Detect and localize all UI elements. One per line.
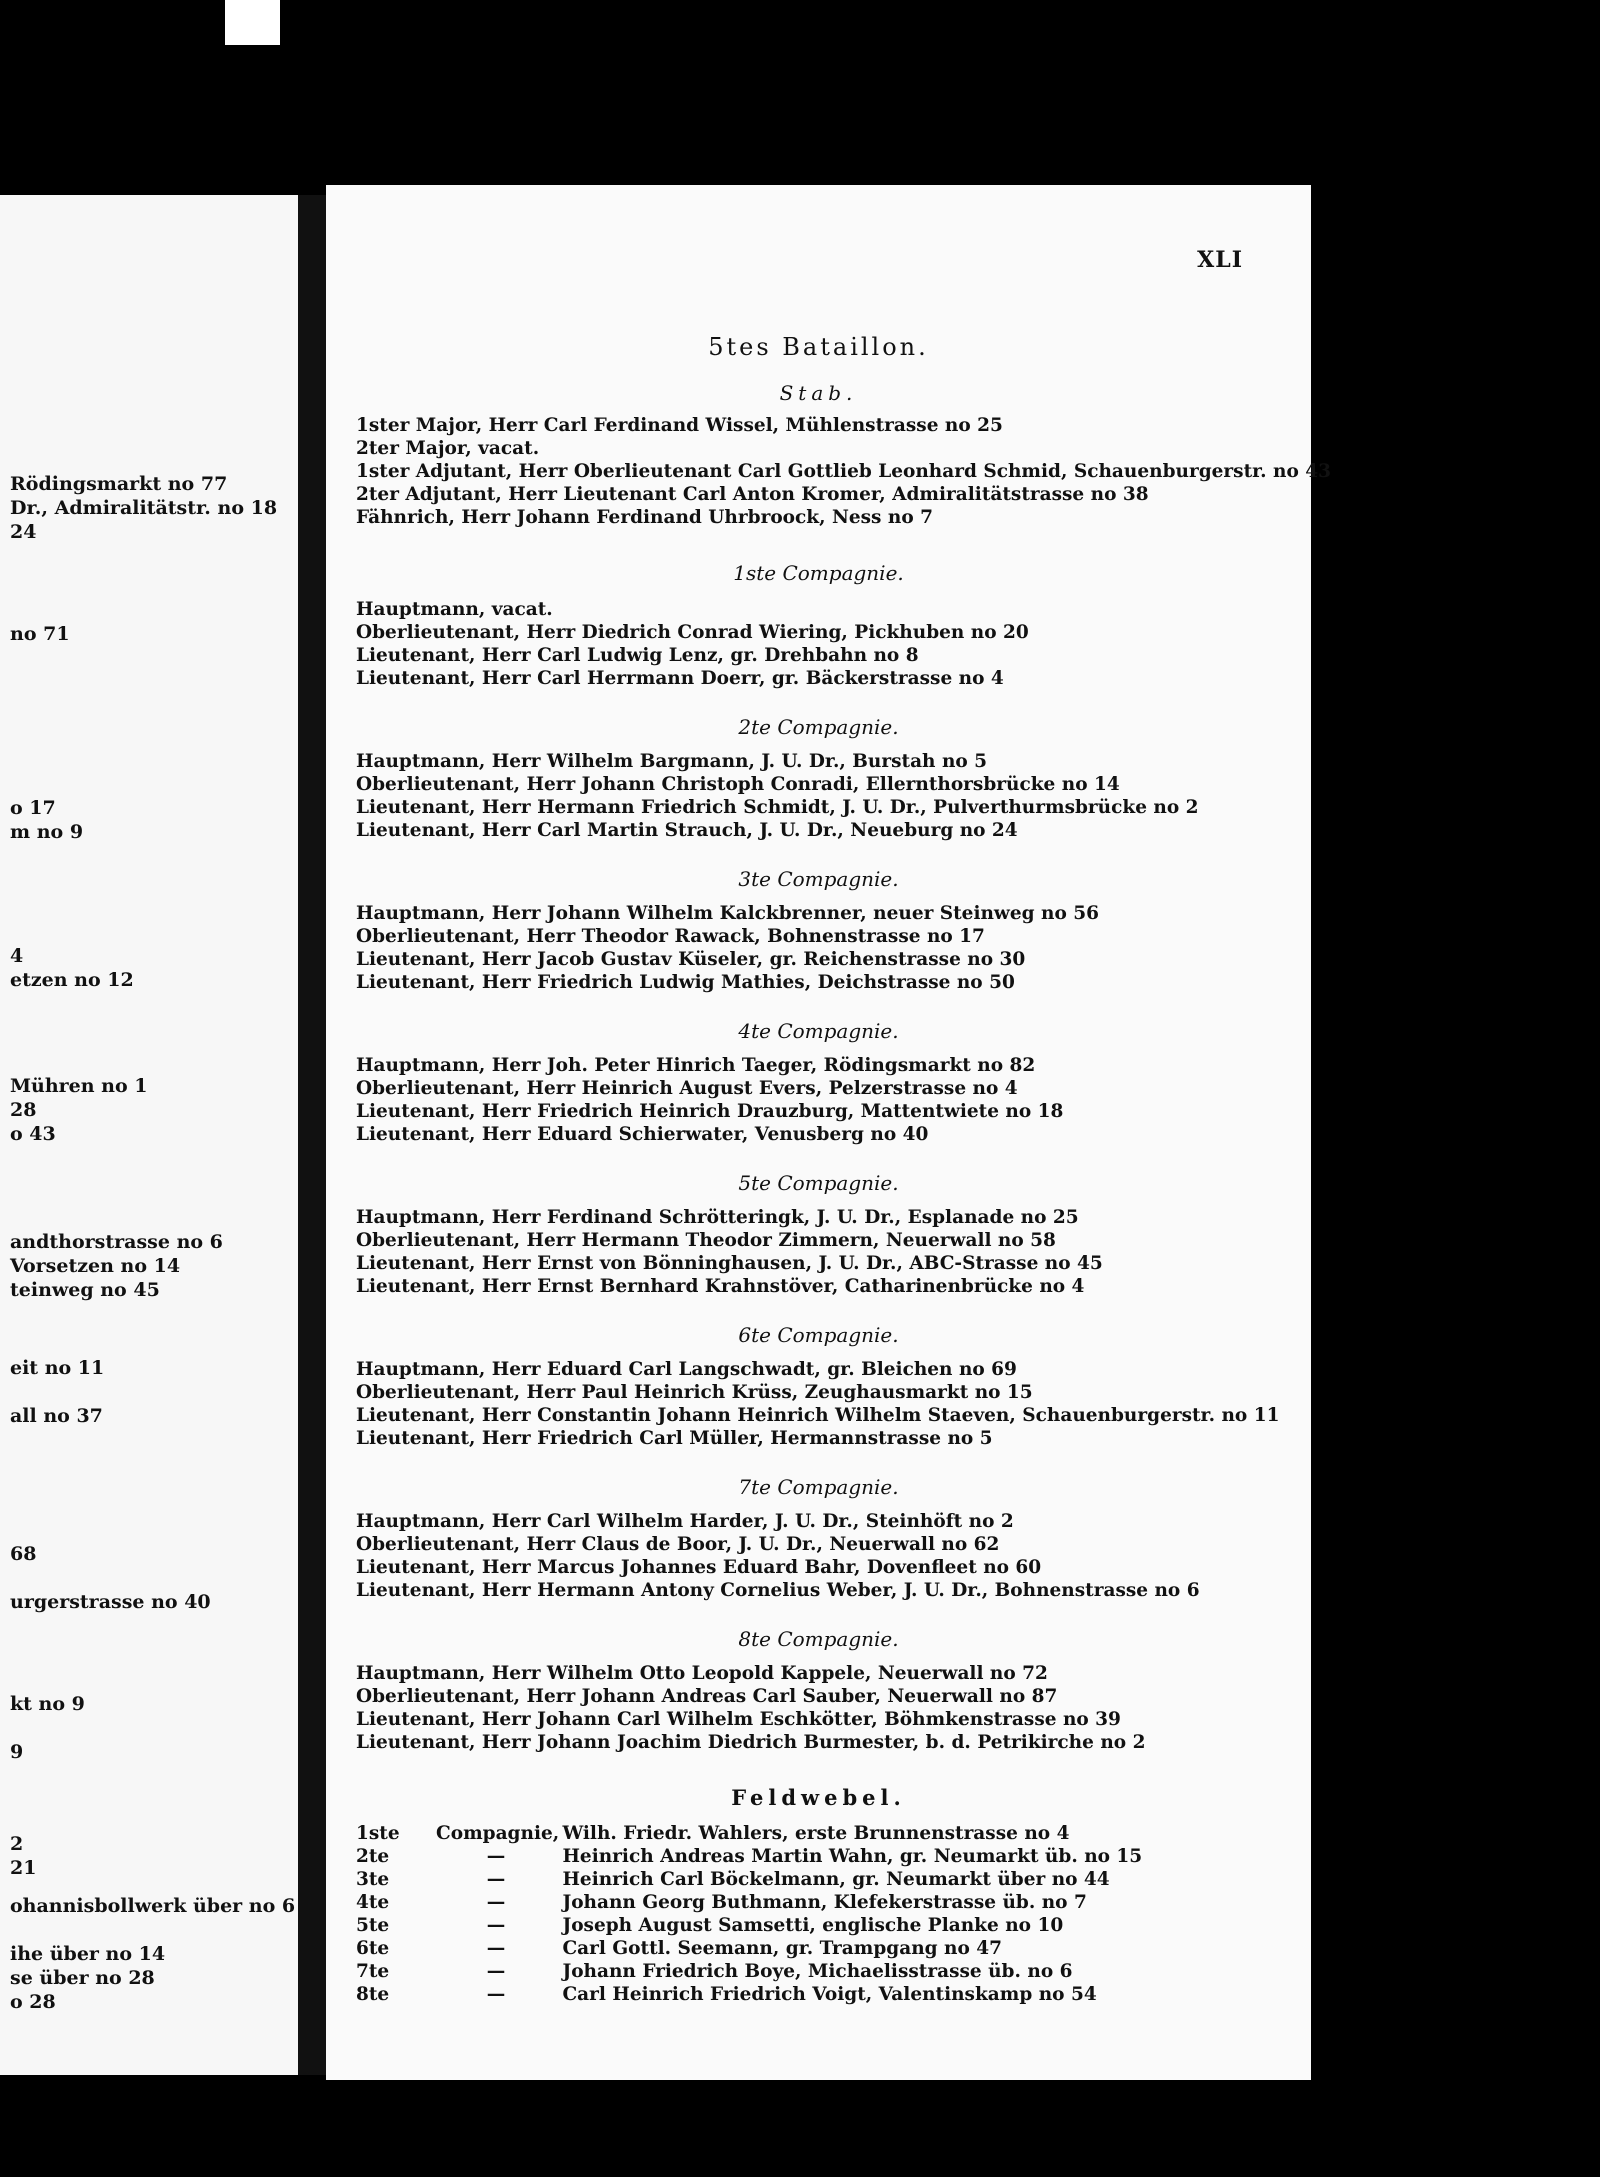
left-fragment: 4 (10, 945, 24, 967)
company-label: — (486, 1869, 506, 1890)
entry-line: Lieutenant, Herr Constantin Johann Heinrich Wilhelm Staeven, Schauenburgerstr. no 11 (356, 1405, 1280, 1426)
entry-line: Hauptmann, Herr Wilhelm Bargmann, J. U. Dr., Burstah no 5 (356, 751, 988, 772)
entry-line: Lieutenant, Herr Hermann Friedrich Schmidt, J. U. Dr., Pulverthurmsbrücke no 2 (356, 797, 1199, 818)
left-fragment: 24 (10, 521, 37, 543)
entry-line: Lieutenant, Herr Ernst von Bönninghausen, J. U. Dr., ABC-Strasse no 45 (356, 1253, 1103, 1274)
entry-line: Hauptmann, Herr Wilhelm Otto Leopold Kappele, Neuerwall no 72 (356, 1663, 1048, 1684)
left-page (0, 195, 298, 2075)
section-heading-company-6: 6te Compagnie. (738, 1323, 899, 1347)
entry-line: Hauptmann, Herr Johann Wilhelm Kalckbrenner, neuer Steinweg no 56 (356, 903, 1099, 924)
entry-line: Hauptmann, Herr Joh. Peter Hinrich Taeger, Rödingsmarkt no 82 (356, 1055, 1036, 1076)
feldwebel-row (356, 1984, 1097, 2005)
section-heading-company-7: 7te Compagnie. (738, 1475, 899, 1499)
entry-line: Lieutenant, Herr Carl Ludwig Lenz, gr. Drehbahn no 8 (356, 645, 919, 666)
company-number: 8te (356, 1984, 390, 2005)
left-fragment: 9 (10, 1741, 24, 1763)
book-gutter (298, 195, 326, 2075)
left-fragment: no 71 (10, 623, 70, 645)
entry-line: 2ter Adjutant, Herr Lieutenant Carl Anton Kromer, Admiralitätstrasse no 38 (356, 484, 1149, 505)
entry-line: Lieutenant, Herr Hermann Antony Cornelius Weber, J. U. Dr., Bohnenstrasse no 6 (356, 1580, 1200, 1601)
left-fragment: andthorstrasse no 6 (10, 1231, 223, 1253)
feldwebel-entry: Heinrich Andreas Martin Wahn, gr. Neumarkt üb. no 15 (562, 1846, 1143, 1867)
feldwebel-row (356, 1846, 1142, 1867)
company-number: 7te (356, 1961, 390, 1982)
entry-line: Hauptmann, Herr Eduard Carl Langschwadt, gr. Bleichen no 69 (356, 1359, 1017, 1380)
entry-line: Oberlieutenant, Herr Johann Andreas Carl Sauber, Neuerwall no 87 (356, 1686, 1058, 1707)
left-fragment: 2 (10, 1833, 24, 1855)
left-fragment: all no 37 (10, 1405, 103, 1427)
binding-highlight (225, 0, 280, 45)
entry-line: Lieutenant, Herr Jacob Gustav Küseler, gr. Reichenstrasse no 30 (356, 949, 1026, 970)
entry-line: Oberlieutenant, Herr Paul Heinrich Krüss, Zeughausmarkt no 15 (356, 1382, 1033, 1403)
section-heading-company-2: 2te Compagnie. (738, 715, 899, 739)
section-heading-company-8: 8te Compagnie. (738, 1627, 899, 1651)
left-fragment: kt no 9 (10, 1693, 85, 1715)
feldwebel-entry: Joseph August Samsetti, englische Planke no 10 (562, 1915, 1064, 1936)
entry-line: Oberlieutenant, Herr Claus de Boor, J. U. Dr., Neuerwall no 62 (356, 1534, 1000, 1555)
company-label: — (486, 1915, 506, 1936)
company-number: 3te (356, 1869, 390, 1890)
entry-line: Oberlieutenant, Herr Heinrich August Evers, Pelzerstrasse no 4 (356, 1078, 1018, 1099)
company-number: 5te (356, 1915, 390, 1936)
left-fragment: o 43 (10, 1123, 56, 1145)
feldwebel-entry: Carl Gottl. Seemann, gr. Trampgang no 47 (562, 1938, 1003, 1959)
section-heading-company-5: 5te Compagnie. (738, 1171, 899, 1195)
company-number: 1ste (356, 1823, 400, 1844)
left-fragment: eit no 11 (10, 1357, 105, 1379)
left-fragment: teinweg no 45 (10, 1279, 160, 1301)
left-fragment: 21 (10, 1857, 37, 1879)
entry-line: Lieutenant, Herr Eduard Schierwater, Venusberg no 40 (356, 1124, 929, 1145)
entry-line: Lieutenant, Herr Johann Carl Wilhelm Eschkötter, Böhmkenstrasse no 39 (356, 1709, 1121, 1730)
entry-line: Lieutenant, Herr Carl Martin Strauch, J. U. Dr., Neueburg no 24 (356, 820, 1018, 841)
left-fragment: o 28 (10, 1991, 56, 2013)
feldwebel-entry: Johann Friedrich Boye, Michaelisstrasse üb. no 6 (562, 1961, 1073, 1982)
entry-line: Oberlieutenant, Herr Diedrich Conrad Wiering, Pickhuben no 20 (356, 622, 1029, 643)
section-heading-company-1: 1ste Compagnie. (733, 561, 904, 585)
feldwebel-entry: Carl Heinrich Friedrich Voigt, Valentinskamp no 54 (562, 1984, 1097, 2005)
company-label: — (486, 1984, 506, 2005)
feldwebel-row (356, 1961, 1072, 1982)
entry-line: Lieutenant, Herr Friedrich Heinrich Drauzburg, Mattentwiete no 18 (356, 1101, 1064, 1122)
company-label: Compagnie, (436, 1823, 560, 1844)
section-heading-stab: Stab. (779, 381, 858, 405)
left-fragment: Mühren no 1 (10, 1075, 148, 1097)
feldwebel-row (356, 1938, 1002, 1959)
entry-line: Hauptmann, Herr Carl Wilhelm Harder, J. U. Dr., Steinhöft no 2 (356, 1511, 1014, 1532)
company-number: 2te (356, 1846, 390, 1867)
left-fragment: 28 (10, 1099, 37, 1121)
left-fragment: Dr., Admiralitätstr. no 18 (10, 497, 278, 519)
feldwebel-row (356, 1869, 1110, 1890)
left-fragment: Rödingsmarkt no 77 (10, 473, 228, 495)
section-heading-feldwebel: Feldwebel. (731, 1785, 906, 1810)
feldwebel-row (356, 1823, 1069, 1844)
entry-line: Fähnrich, Herr Johann Ferdinand Uhrbroock, Ness no 7 (356, 507, 934, 528)
feldwebel-entry: Wilh. Friedr. Wahlers, erste Brunnenstrasse no 4 (562, 1823, 1070, 1844)
entry-line: 1ster Adjutant, Herr Oberlieutenant Carl Gottlieb Leonhard Schmid, Schauenburgerstr. no 43 (356, 461, 1332, 482)
entry-line: Oberlieutenant, Herr Hermann Theodor Zimmern, Neuerwall no 58 (356, 1230, 1056, 1251)
company-label: — (486, 1961, 506, 1982)
company-number: 6te (356, 1938, 390, 1959)
company-number: 4te (356, 1892, 390, 1913)
feldwebel-row (356, 1915, 1063, 1936)
left-fragment: Vorsetzen no 14 (10, 1255, 181, 1277)
entry-line: 2ter Major, vacat. (356, 438, 540, 459)
entry-line: 1ster Major, Herr Carl Ferdinand Wissel, Mühlenstrasse no 25 (356, 415, 1003, 436)
entry-line: Lieutenant, Herr Ernst Bernhard Krahnstöver, Catharinenbrücke no 4 (356, 1276, 1085, 1297)
left-fragment: se über no 28 (10, 1967, 155, 1989)
entry-line: Oberlieutenant, Herr Theodor Rawack, Bohnenstrasse no 17 (356, 926, 985, 947)
entry-line: Oberlieutenant, Herr Johann Christoph Conradi, Ellernthorsbrücke no 14 (356, 774, 1120, 795)
left-fragment: m no 9 (10, 821, 84, 843)
entry-line: Lieutenant, Herr Johann Joachim Diedrich Burmester, b. d. Petrikirche no 2 (356, 1732, 1146, 1753)
section-heading-company-4: 4te Compagnie. (738, 1019, 899, 1043)
entry-line: Hauptmann, vacat. (356, 599, 553, 620)
left-fragment: ihe über no 14 (10, 1943, 166, 1965)
section-heading-company-3: 3te Compagnie. (738, 867, 899, 891)
entry-line: Lieutenant, Herr Friedrich Ludwig Mathies, Deichstrasse no 50 (356, 972, 1015, 993)
entry-line: Hauptmann, Herr Ferdinand Schrötteringk, J. U. Dr., Esplanade no 25 (356, 1207, 1079, 1228)
company-label: — (486, 1938, 506, 1959)
feldwebel-row (356, 1892, 1087, 1913)
page-number: XLI (1197, 247, 1243, 273)
left-fragment: o 17 (10, 797, 56, 819)
feldwebel-entry: Heinrich Carl Böckelmann, gr. Neumarkt über no 44 (562, 1869, 1110, 1890)
page-title: 5tes Bataillon. (708, 333, 929, 361)
feldwebel-entry: Johann Georg Buthmann, Klefekerstrasse üb. no 7 (562, 1892, 1087, 1913)
left-fragment: urgerstrasse no 40 (10, 1591, 211, 1613)
entry-line: Lieutenant, Herr Marcus Johannes Eduard Bahr, Dovenfleet no 60 (356, 1557, 1042, 1578)
left-fragment: ohannisbollwerk über no 6 (10, 1895, 296, 1917)
right-page (326, 185, 1332, 2080)
entry-line: Lieutenant, Herr Carl Herrmann Doerr, gr. Bäckerstrasse no 4 (356, 668, 1004, 689)
entry-line: Lieutenant, Herr Friedrich Carl Müller, Hermannstrasse no 5 (356, 1428, 993, 1449)
company-label: — (486, 1846, 506, 1867)
left-fragment: 68 (10, 1543, 37, 1565)
left-fragment: etzen no 12 (10, 969, 134, 991)
company-label: — (486, 1892, 506, 1913)
